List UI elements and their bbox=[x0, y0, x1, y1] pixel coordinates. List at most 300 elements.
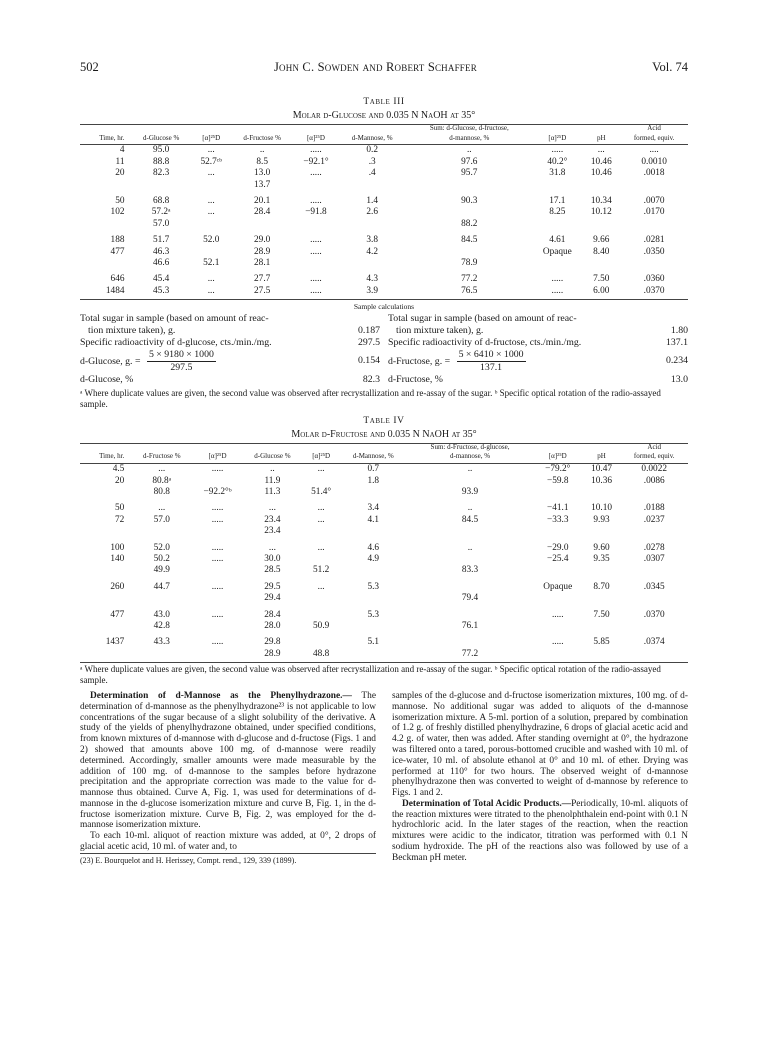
calc-value: 0.234 bbox=[665, 355, 688, 367]
table-cell bbox=[620, 258, 688, 269]
table-row bbox=[80, 649, 688, 660]
calc-line: tion mixture taken), g. bbox=[88, 324, 176, 336]
sample-calculations-label: Sample calculations bbox=[80, 299, 688, 311]
table-cell: Opaque bbox=[542, 246, 572, 257]
table-cell: 27.7 bbox=[254, 274, 271, 285]
table-cell: 1484 bbox=[105, 285, 125, 296]
table4 bbox=[80, 443, 688, 660]
table-cell: 4.9 bbox=[367, 553, 380, 564]
calc-formula bbox=[80, 349, 216, 374]
table-cell bbox=[339, 649, 407, 660]
table-cell bbox=[533, 526, 583, 537]
table-cell bbox=[533, 487, 583, 498]
table-cell: 2.6 bbox=[366, 207, 379, 218]
table-cell: 51.4° bbox=[311, 487, 332, 498]
table-cell: 48.8 bbox=[313, 648, 330, 659]
table-cell: 80.8 bbox=[153, 487, 170, 498]
table-cell: 45.4 bbox=[153, 274, 170, 285]
table-cell: 43.0 bbox=[153, 609, 170, 620]
table4-caption: Table IV bbox=[363, 415, 405, 426]
table-cell: 29.4 bbox=[264, 593, 281, 604]
table-cell bbox=[193, 593, 242, 604]
table-cell bbox=[583, 593, 621, 604]
table-cell: 51.7 bbox=[153, 235, 170, 246]
table-cell: 28.0 bbox=[264, 620, 281, 631]
table-cell bbox=[620, 593, 688, 604]
calc-value: 1.80 bbox=[670, 324, 688, 336]
table-cell: .... bbox=[649, 145, 659, 156]
table-cell: 40.2° bbox=[547, 156, 568, 167]
table-cell: 20 bbox=[115, 475, 125, 486]
table-cell: 43.3 bbox=[153, 637, 170, 648]
header-cell: [α]²⁵D bbox=[533, 453, 583, 463]
table-row bbox=[80, 219, 688, 230]
calc-value: 0.154 bbox=[357, 355, 380, 367]
table-cell: 10.12 bbox=[590, 207, 612, 218]
table-cell: ..... bbox=[310, 246, 322, 257]
table-row bbox=[80, 258, 688, 269]
table-cell: 4.5 bbox=[112, 464, 125, 475]
table-cell: .. bbox=[467, 503, 473, 514]
table-cell bbox=[193, 565, 242, 576]
table-cell bbox=[303, 604, 339, 620]
table-cell bbox=[339, 526, 407, 537]
table-cell bbox=[303, 632, 339, 648]
table-cell: 28.4 bbox=[264, 609, 281, 620]
header-cell: [α]²⁵D bbox=[192, 135, 231, 145]
table-cell bbox=[130, 649, 193, 660]
table-cell: 68.8 bbox=[153, 195, 170, 206]
table-row bbox=[80, 157, 688, 168]
header-cell: [α]²⁵D bbox=[303, 453, 339, 463]
table-cell: 57.0 bbox=[153, 218, 170, 229]
header-cell: [α]²⁵D bbox=[532, 135, 582, 145]
table-cell: 80.8ᵃ bbox=[152, 475, 172, 486]
table-cell: 9.35 bbox=[593, 553, 610, 564]
table-cell: ..... bbox=[551, 609, 564, 620]
calc-value: 82.3 bbox=[362, 373, 380, 385]
table-cell: 4.2 bbox=[366, 246, 379, 257]
table-cell: ... bbox=[207, 274, 215, 285]
table-cell: ... bbox=[207, 145, 215, 156]
table4-footnote: ᵃ Where duplicate values are given, the second value was observed after recrystallization and re-assay of the sugar. ᵇ Specific optical rotation of the radio-assayed sample. bbox=[80, 662, 688, 686]
running-header bbox=[80, 60, 688, 75]
table-cell: ..... bbox=[310, 195, 322, 206]
table-row bbox=[80, 207, 688, 218]
table-cell: 4.3 bbox=[366, 274, 379, 285]
table-cell: 27.5 bbox=[254, 285, 271, 296]
table-row bbox=[80, 145, 688, 157]
table-cell: 84.5 bbox=[461, 235, 478, 246]
table-cell: 4.61 bbox=[549, 235, 566, 246]
table-cell: −92.2°ᵇ bbox=[203, 487, 232, 498]
table4-header-row-2 bbox=[80, 453, 688, 463]
fraction-denominator: 137.1 bbox=[480, 361, 503, 373]
table-cell: 13.0 bbox=[254, 168, 271, 179]
table-cell: .0307 bbox=[643, 553, 665, 564]
calc-line: Specific radioactivity of d-fructose, cts./min./mg. bbox=[388, 336, 582, 348]
table-cell: ... bbox=[268, 503, 276, 514]
table-cell: 77.2 bbox=[461, 274, 478, 285]
table-cell: 9.66 bbox=[593, 235, 610, 246]
table-row bbox=[80, 285, 688, 296]
table-cell: 477 bbox=[110, 609, 125, 620]
table-cell: ..... bbox=[310, 274, 322, 285]
table-cell: 3.9 bbox=[366, 285, 379, 296]
table-cell bbox=[620, 649, 688, 660]
table-cell: 28.4 bbox=[254, 207, 271, 218]
table-cell: 28.9 bbox=[264, 648, 281, 659]
table-cell: 49.9 bbox=[153, 565, 170, 576]
table-row bbox=[80, 168, 688, 179]
table-cell bbox=[582, 258, 620, 269]
table-cell: ..... bbox=[551, 145, 564, 156]
table-cell bbox=[80, 258, 131, 269]
paragraph bbox=[80, 691, 376, 831]
table-cell bbox=[583, 526, 621, 537]
table-cell: 23.4 bbox=[264, 514, 281, 525]
volume-label: Vol. 74 bbox=[652, 60, 688, 74]
table-cell bbox=[407, 604, 533, 620]
table-cell: 188 bbox=[110, 235, 125, 246]
table-cell: 28.9 bbox=[254, 246, 271, 257]
table-cell: 20 bbox=[115, 168, 125, 179]
table-cell: .0188 bbox=[643, 503, 665, 514]
table-cell: 8.40 bbox=[593, 246, 610, 257]
table-cell: .4 bbox=[368, 168, 376, 179]
table-cell bbox=[80, 179, 131, 190]
calc-value: 0.187 bbox=[357, 324, 380, 336]
table-cell: 0.2 bbox=[366, 145, 379, 156]
table-cell: 52.0 bbox=[153, 542, 170, 553]
table-cell: 52.7ᶜᵇ bbox=[200, 156, 222, 167]
table4-body bbox=[80, 464, 688, 660]
table-cell: 1.8 bbox=[367, 475, 380, 486]
sample-calculations bbox=[80, 313, 688, 386]
table-cell: 5.3 bbox=[367, 609, 380, 620]
header-cell: pH bbox=[582, 135, 620, 145]
table-cell: 90.3 bbox=[461, 195, 478, 206]
table-cell: 5.85 bbox=[593, 637, 610, 648]
table-cell: 97.6 bbox=[461, 156, 478, 167]
table-cell: 0.0022 bbox=[641, 464, 667, 475]
table-cell: 9.93 bbox=[593, 514, 610, 525]
header-cell: d-Fructose % bbox=[130, 453, 193, 463]
table-cell: 78.9 bbox=[461, 257, 478, 268]
table-cell: 30.0 bbox=[264, 553, 281, 564]
table-cell: 10.46 bbox=[590, 168, 612, 179]
table-cell: 11.3 bbox=[264, 487, 281, 498]
table-cell: 1437 bbox=[105, 637, 125, 648]
table-row bbox=[80, 246, 688, 257]
table-cell bbox=[80, 526, 130, 537]
table-cell: ... bbox=[268, 542, 276, 553]
table-cell: 50 bbox=[115, 195, 125, 206]
table-cell: 8.70 bbox=[593, 581, 610, 592]
header-cell: formed, equiv. bbox=[620, 135, 688, 145]
header-cell: formed, equiv. bbox=[620, 453, 688, 463]
header-cell: [α]²⁵D bbox=[294, 135, 338, 145]
table-row bbox=[80, 537, 688, 553]
table-cell: ... bbox=[207, 168, 215, 179]
table-cell bbox=[294, 219, 338, 230]
running-authors: John C. Sowden and Robert Schaffer bbox=[273, 60, 477, 74]
table-cell: ..... bbox=[310, 285, 322, 296]
header-cell: d-mannose, % bbox=[406, 135, 532, 145]
calc-line: Total sugar in sample (based on amount of reac- bbox=[80, 312, 269, 324]
table-cell: 3.8 bbox=[366, 235, 379, 246]
table-cell: −29.0 bbox=[547, 542, 569, 553]
table-cell: 42.8 bbox=[153, 620, 170, 631]
table-cell: 260 bbox=[110, 581, 125, 592]
table-cell: ... bbox=[207, 207, 215, 218]
table-cell bbox=[338, 179, 406, 190]
table-cell bbox=[339, 565, 407, 576]
table-row bbox=[80, 565, 688, 576]
calc-formula bbox=[388, 349, 526, 374]
table-cell: 7.50 bbox=[593, 274, 610, 285]
table-cell bbox=[533, 593, 583, 604]
journal-page bbox=[80, 60, 688, 867]
table-cell bbox=[532, 179, 582, 190]
table-cell bbox=[407, 554, 533, 565]
table-cell: 17.1 bbox=[549, 195, 566, 206]
calc-value: 137.1 bbox=[665, 336, 688, 348]
table-cell: −91.8 bbox=[305, 207, 327, 218]
table-cell: ... bbox=[317, 542, 325, 553]
table-cell: ... bbox=[207, 285, 215, 296]
header-cell: d-Mannose, % bbox=[338, 135, 406, 145]
table-cell: 83.3 bbox=[461, 565, 479, 576]
table-cell bbox=[80, 621, 130, 632]
table-cell: .. bbox=[467, 542, 473, 553]
table-cell: ..... bbox=[211, 609, 224, 620]
table-cell: .. bbox=[270, 464, 275, 475]
table-cell bbox=[193, 621, 242, 632]
table-cell: .. bbox=[259, 145, 265, 156]
paragraph bbox=[392, 799, 688, 864]
header-cell: Acid bbox=[620, 443, 688, 453]
table-cell bbox=[192, 179, 231, 190]
table-cell bbox=[130, 593, 193, 604]
table-cell bbox=[192, 246, 231, 257]
formula-label: d-Glucose, g. = bbox=[80, 355, 141, 367]
table-row bbox=[80, 621, 688, 632]
table-cell: .0170 bbox=[643, 207, 665, 218]
table-cell: ... bbox=[207, 195, 215, 206]
table-cell bbox=[80, 565, 130, 576]
table-cell: .0370 bbox=[643, 285, 665, 296]
calc-line: d-Fructose, % bbox=[388, 373, 443, 385]
table-cell: 11 bbox=[115, 156, 125, 167]
formula-label: d-Fructose, g. = bbox=[388, 355, 451, 367]
fraction-numerator: 5 × 6410 × 1000 bbox=[458, 348, 524, 360]
table-cell: 477 bbox=[110, 246, 125, 257]
table-cell bbox=[582, 179, 620, 190]
table-cell: .0070 bbox=[643, 195, 665, 206]
table-cell bbox=[407, 526, 533, 537]
header-cell: [α]²⁵D bbox=[193, 453, 242, 463]
table-cell bbox=[294, 258, 338, 269]
calc-line: d-Glucose, % bbox=[80, 373, 134, 385]
fraction-denominator: 297.5 bbox=[170, 361, 193, 373]
table-cell: ..... bbox=[211, 464, 224, 475]
table-cell bbox=[193, 475, 242, 486]
table-cell bbox=[583, 621, 621, 632]
table-cell: 0.0010 bbox=[641, 156, 667, 167]
table4-title: Molar d-Fructose and 0.035 N NaOH at 35° bbox=[291, 428, 477, 440]
table-cell: 95.0 bbox=[153, 145, 170, 156]
table-cell bbox=[338, 258, 406, 269]
table-cell: ..... bbox=[211, 553, 224, 564]
table-cell: 28.5 bbox=[264, 565, 281, 576]
table-cell: 13.7 bbox=[254, 179, 271, 190]
calc-value: 13.0 bbox=[670, 373, 688, 385]
table-cell: .0374 bbox=[643, 637, 665, 648]
table-cell bbox=[406, 207, 532, 218]
table-cell: 57.2ᵃ bbox=[151, 207, 171, 218]
table-cell: 10.34 bbox=[590, 195, 612, 206]
table-cell: −59.8 bbox=[547, 475, 569, 486]
table-cell: .0350 bbox=[643, 246, 665, 257]
table-cell: 29.0 bbox=[254, 235, 271, 246]
table-cell: 88.8 bbox=[153, 156, 170, 167]
paragraph: samples of the d-glucose and d-fructose isomerization mixtures, 100 mg. of d-mannose. No additional sugar was added to aliquots of the d-mannose isomerization mixture. A 5-ml. portion of a solution, prepared by combination of 1.2 g. of freshly distilled phenylhydrazine, 6 drops of glacial acetic acid and 4.2 g. of water, then was added. After standing overnight at 0°, the hydrazone was filtered onto a tared, porous-bottomed crucible and washed with 10 ml. of ice-water, 10 ml. of absolute ethanol at 0° and 10 ml. of ether. Drying was performed at 110° for two hours. The observed weight of d-mannose phenylhydrazone then was converted to weight of d-mannose by reference to Figs. 1 and 2. bbox=[392, 690, 688, 799]
table-row bbox=[80, 515, 688, 526]
table-row bbox=[80, 593, 688, 604]
table-cell: −79.2° bbox=[545, 464, 571, 475]
table-cell: 140 bbox=[110, 553, 125, 564]
table-cell bbox=[406, 246, 532, 257]
header-cell: d-Glucose % bbox=[131, 135, 192, 145]
table-cell bbox=[407, 475, 533, 486]
table-cell: 8.25 bbox=[549, 207, 566, 218]
paragraph-text: Periodically, 10-ml. aliquots of the reaction mixtures were titrated to the phenolphthalein end-point with 0.1 N hydrochloric acid. In the later stages of the reaction, when the reaction mixtures were acidic to the indicator, titration was performed with 0.1 N sodium hydroxide. The pH of the reactions also was followed by use of a Beckman pH meter. bbox=[392, 798, 688, 863]
table-cell: 23.4 bbox=[264, 526, 281, 537]
table-cell: .3 bbox=[368, 156, 376, 167]
table-cell: .0360 bbox=[643, 274, 665, 285]
table-cell: 88.2 bbox=[461, 218, 478, 229]
table-cell bbox=[80, 593, 130, 604]
table-cell: ..... bbox=[211, 542, 224, 553]
table-cell: 4.6 bbox=[367, 542, 380, 553]
table-cell: −25.4 bbox=[547, 553, 569, 564]
table-cell: 0.7 bbox=[367, 464, 380, 475]
table-cell bbox=[193, 526, 242, 537]
table-cell bbox=[583, 487, 621, 498]
table-cell: 29.8 bbox=[264, 637, 281, 648]
calc-value: 297.5 bbox=[357, 336, 380, 348]
table-cell bbox=[533, 649, 583, 660]
calc-fructose bbox=[388, 313, 688, 386]
table-cell: 51.2 bbox=[313, 565, 330, 576]
table-cell: .. bbox=[466, 145, 472, 156]
table-cell bbox=[582, 219, 620, 230]
table-cell bbox=[407, 632, 533, 648]
header-cell: d-mannose, % bbox=[407, 453, 533, 463]
table-cell: ... bbox=[317, 581, 325, 592]
table-cell: 10.46 bbox=[590, 156, 612, 167]
table-cell: 100 bbox=[110, 542, 125, 553]
table-cell bbox=[339, 621, 407, 632]
table-cell: 20.1 bbox=[254, 195, 271, 206]
table-cell bbox=[533, 565, 583, 576]
body-text bbox=[80, 691, 688, 867]
table-cell: .0278 bbox=[643, 542, 665, 553]
table-cell: 1.4 bbox=[366, 195, 379, 206]
table-cell: 95.7 bbox=[461, 168, 478, 179]
table-cell bbox=[193, 649, 242, 660]
table-cell: ..... bbox=[310, 235, 322, 246]
header-cell: d-Mannose, % bbox=[339, 453, 407, 463]
table-row bbox=[80, 487, 688, 498]
table-cell bbox=[620, 565, 688, 576]
table-cell: 57.0 bbox=[153, 514, 170, 525]
table-row bbox=[80, 464, 688, 476]
table-cell: 646 bbox=[110, 274, 125, 285]
table-cell: ... bbox=[317, 464, 325, 475]
table3-header-row-2 bbox=[80, 135, 688, 145]
table-cell: 45.3 bbox=[153, 285, 170, 296]
table-cell bbox=[532, 258, 582, 269]
header-cell: d-Glucose % bbox=[242, 453, 303, 463]
table-cell: ..... bbox=[211, 637, 224, 648]
table-cell: ..... bbox=[211, 581, 224, 592]
text-column-right bbox=[392, 691, 688, 867]
table-row bbox=[80, 230, 688, 246]
table-cell bbox=[303, 526, 339, 537]
section-heading: Determination of Total Acidic Products.— bbox=[402, 798, 572, 809]
reference-footnote: (23) E. Bourquelot and H. Herissey, Compt. rend., 129, 339 (1899). bbox=[80, 853, 376, 867]
fraction-numerator: 5 × 9180 × 1000 bbox=[148, 348, 214, 360]
table-cell bbox=[80, 219, 131, 230]
table-cell: ... bbox=[158, 503, 166, 514]
table-cell: ..... bbox=[551, 285, 564, 296]
table-cell: 82.3 bbox=[153, 168, 170, 179]
table-cell: 50.2 bbox=[153, 553, 170, 564]
table-cell: .0345 bbox=[643, 581, 665, 592]
table-row bbox=[80, 475, 688, 486]
table-row bbox=[80, 191, 688, 207]
table-cell: ..... bbox=[211, 503, 224, 514]
table-cell bbox=[80, 487, 130, 498]
table-cell: −41.1 bbox=[547, 503, 569, 514]
table-cell: 29.5 bbox=[264, 581, 281, 592]
table-cell: 10.47 bbox=[591, 464, 613, 475]
table-cell: .0281 bbox=[643, 235, 665, 246]
fraction bbox=[457, 349, 526, 374]
table-cell bbox=[620, 526, 688, 537]
table-cell: ..... bbox=[211, 514, 224, 525]
table-cell bbox=[130, 526, 193, 537]
table-cell: 4.1 bbox=[367, 514, 380, 525]
table-cell bbox=[131, 179, 192, 190]
table-cell bbox=[303, 554, 339, 565]
table-cell bbox=[303, 593, 339, 604]
table-cell bbox=[583, 649, 621, 660]
table-cell: 79.4 bbox=[461, 593, 479, 604]
table-cell: .. bbox=[467, 464, 473, 475]
table-cell: −92.1° bbox=[303, 156, 329, 167]
table-cell: 9.60 bbox=[593, 542, 610, 553]
table-cell bbox=[339, 593, 407, 604]
header-cell: d-Fructose % bbox=[231, 135, 294, 145]
table-cell bbox=[583, 565, 621, 576]
table-cell: 10.10 bbox=[591, 503, 613, 514]
header-cell: Acid bbox=[620, 125, 688, 135]
table-cell: 52.0 bbox=[203, 235, 220, 246]
table-cell: 28.1 bbox=[254, 257, 271, 268]
